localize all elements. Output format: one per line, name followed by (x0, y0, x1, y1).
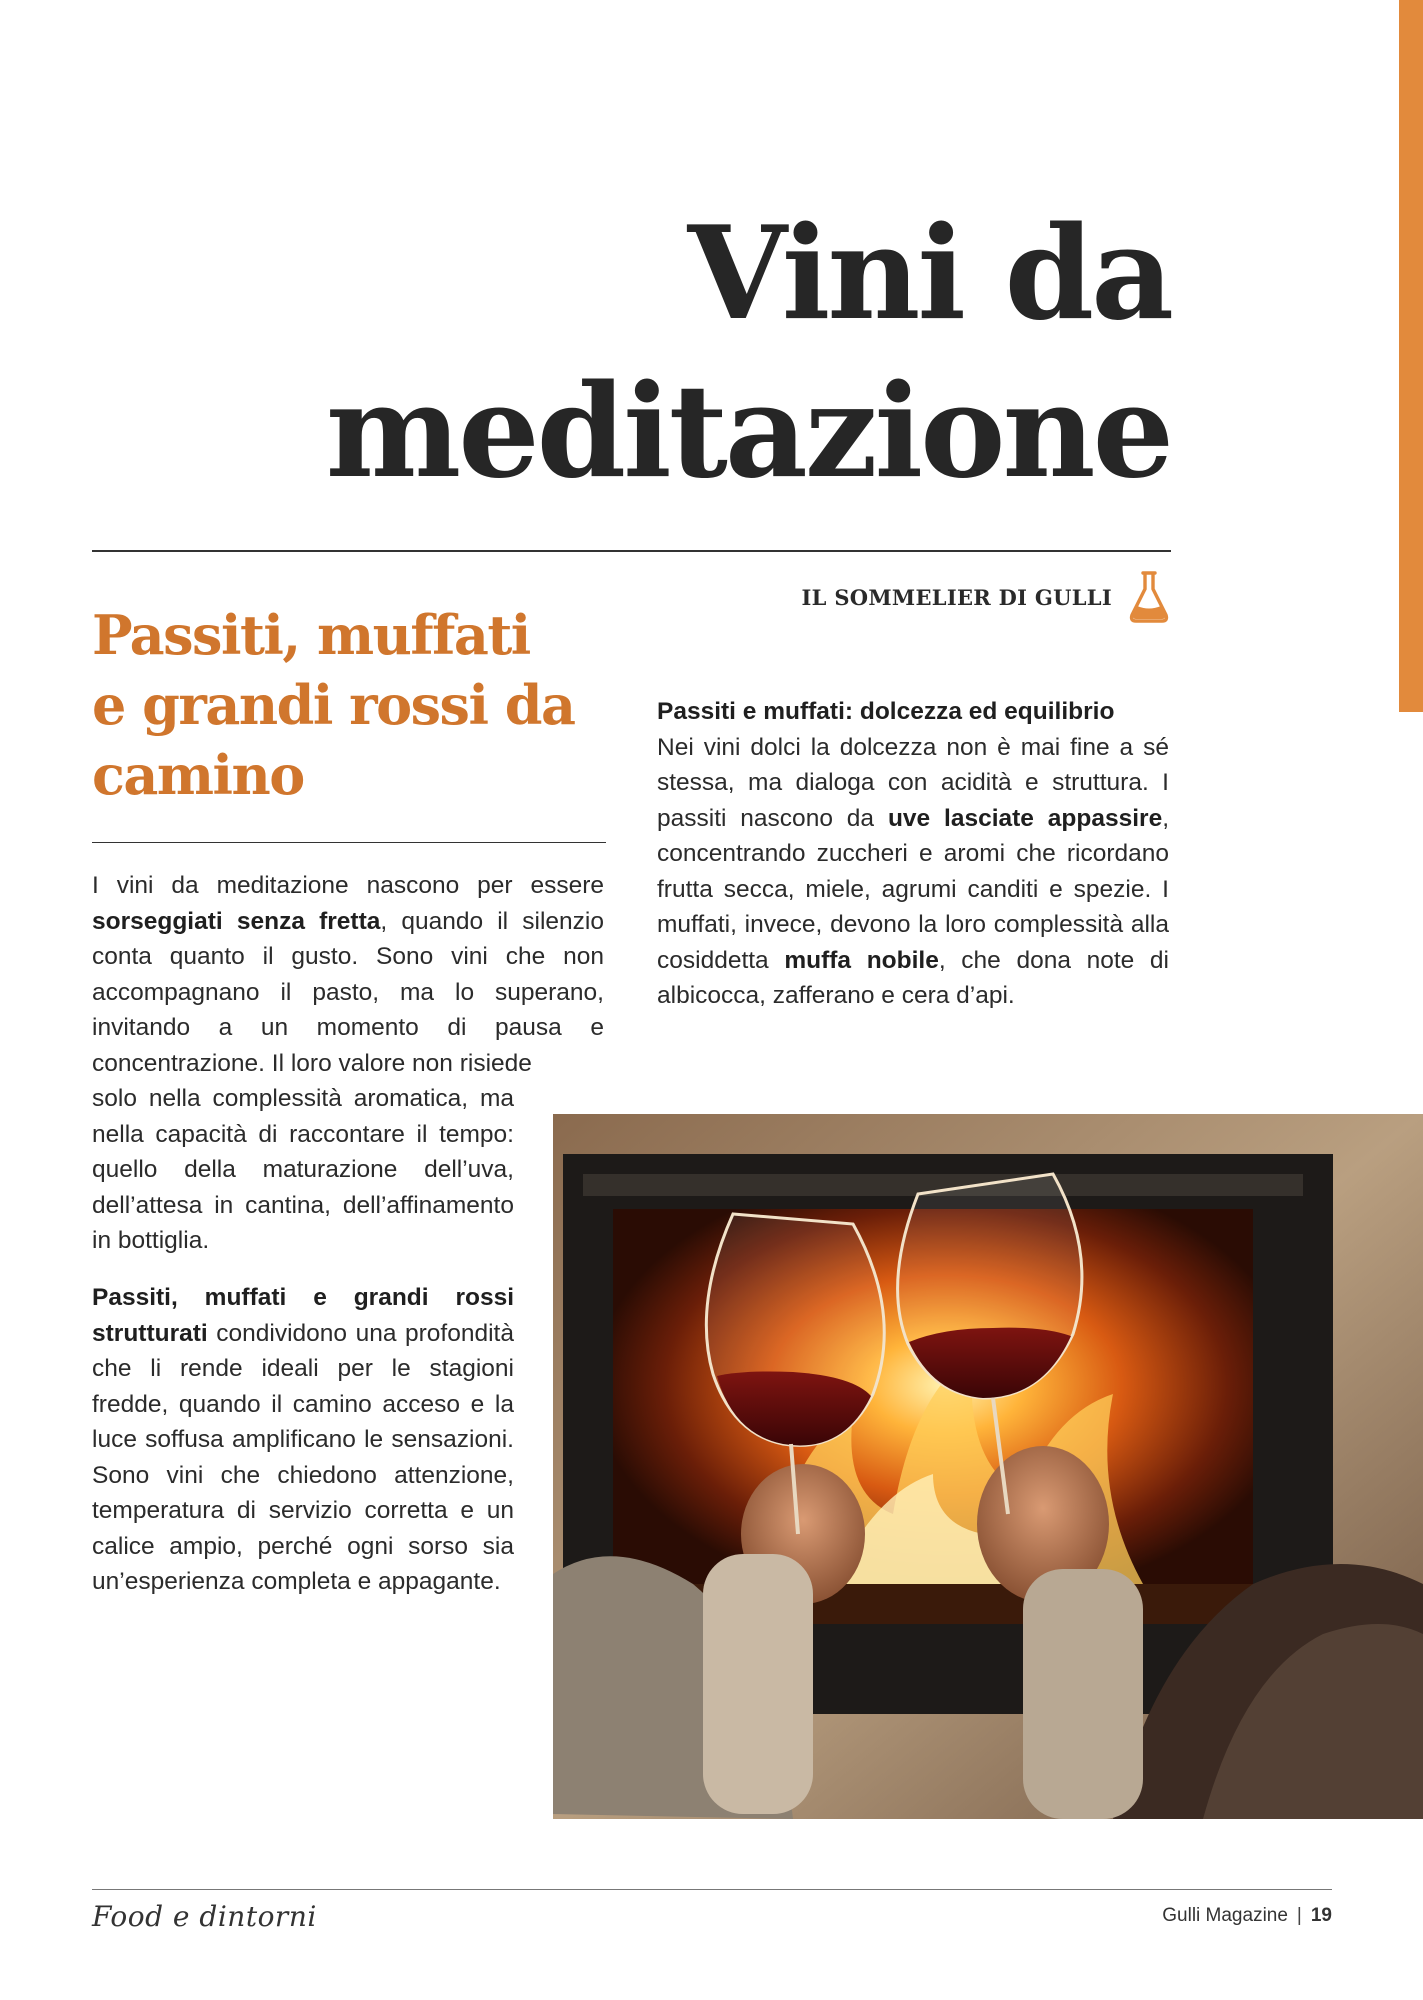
right-emphasis-1: uve lasciate appassire (887, 804, 1163, 832)
right-text-1: Nei vini dolci la dolcezza non è mai fine a sé stessa, ma dialoga con acidità e struttura. I passiti nascono da (657, 733, 1169, 832)
intro-paragraph-part-1 (92, 868, 604, 1081)
section-subtitle (92, 600, 612, 810)
page-number: 19 (1310, 1905, 1332, 1926)
right-text-3: , che dona note di albicocca, zafferano e cera d’api. (657, 946, 1169, 1009)
column-header (800, 569, 1172, 625)
footer-separator: | (1296, 1905, 1302, 1926)
second-text: condividono una profondità che li rende ideali per le stagioni fredde, quando il camino acceso e la luce soffusa amplificano le sensazioni. Sono vini che chiedono attenzione, temperatura di servizio corretta e un calice ampio, perché ogni sorso sia un’esperienza completa e appagante. (92, 1319, 514, 1595)
footer-section-name: Food e dintorni (92, 1900, 317, 1933)
accent-side-tab (1399, 0, 1423, 712)
second-emphasis: Passiti, muffati e grandi rossi strutturati (92, 1284, 514, 1347)
subtitle-line-2: e grandi rossi da (92, 673, 575, 737)
subtitle-divider (92, 842, 606, 843)
intro-paragraph (92, 868, 604, 1259)
intro-text-2: , quando il silenzio conta quanto il gusto. Sono vini che non accompagnano il pasto, ma lo superano, invitando a un momento di pausa e concentrazione. Il loro valore non risiede (92, 907, 604, 1077)
flask-icon (1126, 569, 1172, 625)
page-title (171, 195, 1171, 511)
footer-page-info (1162, 1905, 1332, 1927)
column-label: IL SOMMELIER DI GULLI (801, 584, 1112, 610)
right-column-paragraph (657, 694, 1169, 1014)
fireplace-wine-toast-photo (553, 1114, 1423, 1819)
title-divider (92, 550, 1171, 552)
subtitle-line-3: camino (92, 743, 304, 807)
title-line-2: meditazione (325, 357, 1171, 507)
title-line-1: Vini da (687, 199, 1171, 349)
magazine-name: Gulli Magazine (1162, 1905, 1288, 1926)
paragraph-heading: Passiti e muffati: dolcezza ed equilibrio (657, 698, 1115, 725)
intro-emphasis: sorseggiati senza fretta (92, 907, 381, 935)
right-emphasis-2: muffa nobile (784, 946, 939, 974)
right-text-2: , concentrando zuccheri e aromi che ricordano frutta secca, miele, agrumi canditi e spezie. I muffati, invece, devono la loro complessità alla cosiddetta (657, 804, 1170, 974)
intro-paragraph-part-2: solo nella complessità aromatica, ma nella capacità di raccontare il tempo: quello della maturazione dell’uva, dell’attesa in cantina, dell’affinamento in bottiglia. (92, 1085, 514, 1254)
subtitle-line-1: Passiti, muffati (92, 603, 530, 667)
second-paragraph (92, 1280, 514, 1600)
footer-divider (92, 1889, 1332, 1890)
intro-text-1: I vini da meditazione nascono per essere (92, 872, 604, 899)
